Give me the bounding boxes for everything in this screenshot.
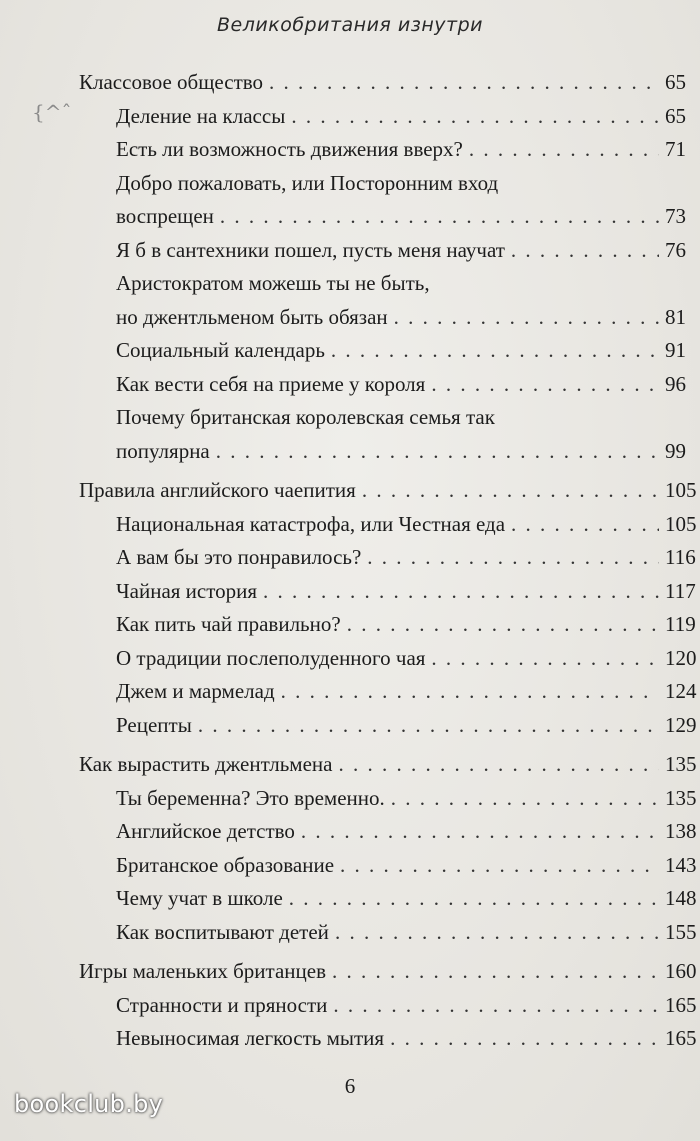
toc-section-heading [0,474,700,508]
leader-dots [198,709,659,743]
watermark: bookclub.by [14,1090,164,1118]
toc-entry [0,267,700,334]
toc-entry-title: Есть ли возможность движения вверх? [116,137,463,161]
toc-entry [0,815,700,849]
toc-entry [0,368,700,402]
leader-dots [335,916,659,950]
toc-page-number: 65 [665,70,686,94]
toc-entry-line: Добро пожаловать, или Посторонним вход [116,170,499,195]
toc-entry-title: Ты беременна? Это временно. [116,785,385,810]
toc-entry-title: А вам бы это понравилось? [116,545,362,569]
toc-entry [0,782,700,816]
toc-entry-row [0,301,700,335]
toc-section-heading [0,748,700,782]
toc-entry [0,541,700,575]
toc-entry-row [0,989,700,1023]
toc-entry-row [0,541,700,575]
leader-dots [216,435,659,469]
toc-entry-title: Английское детство [116,819,295,843]
leader-dots [340,849,659,883]
toc-entry [0,575,700,609]
toc-entry-title: Чему учат в школе [116,886,283,910]
toc-page-number: 120 [665,645,697,670]
toc-entry [0,167,700,234]
stray-pencil-mark: {^ˆ [32,100,72,124]
toc-entry-row [0,575,700,609]
toc-entry-row [0,234,700,268]
table-of-contents [0,66,700,1062]
toc-page-number: 160 [665,959,697,983]
toc-entry-row [0,642,700,676]
toc-entry-title: Как пить чай правильно? [116,612,341,636]
toc-entry-row [0,133,700,167]
toc-entry-row [0,782,700,816]
toc-entry-row [0,815,700,849]
toc-entry [0,133,700,167]
toc-page-number: 81 [665,304,686,329]
toc-section [0,474,700,742]
toc-entry-title: воспрещен [116,204,214,228]
toc-entry [0,508,700,542]
toc-page-number: 148 [665,886,697,910]
toc-entry-title: Странности и пряности [116,992,328,1017]
toc-page-number: 91 [665,338,686,362]
toc-page-number: 71 [665,137,686,161]
toc-page-number: 155 [665,919,697,944]
leader-dots [301,815,659,849]
toc-page-number: 165 [665,992,697,1017]
page-number: 6 [344,1074,356,1098]
toc-page-number: 129 [665,712,697,737]
toc-entry [0,709,700,743]
toc-entry-row [0,608,700,642]
toc-entry-row [0,200,700,234]
toc-page-number: 124 [665,679,697,703]
toc-entry [0,989,700,1023]
leader-dots [220,200,659,234]
toc-entry-title: О традиции послеполуденного чая [116,645,426,670]
leader-dots [333,989,659,1023]
toc-entry-row [0,882,700,916]
toc-section [0,748,700,949]
leader-dots [332,955,659,989]
toc-page-number: 105 [665,511,697,536]
toc-page-number: 116 [665,545,696,569]
leader-dots [331,334,659,368]
leader-dots [390,1022,659,1056]
toc-entry-title: Британское образование [116,852,335,877]
toc-entry [0,234,700,268]
toc-page-number: 119 [665,612,696,636]
toc-entry-title: Невыносимая легкость мытия [116,1026,385,1050]
toc-entry [0,849,700,883]
leader-dots [469,133,659,167]
toc-page-number: 73 [665,204,686,228]
toc-page-number: 117 [665,578,696,603]
leader-dots [269,66,659,100]
toc-entry-title: Социальный календарь [116,338,325,362]
leader-dots [362,474,659,508]
toc-section-heading [0,66,700,100]
toc-page-number: 99 [665,438,686,463]
toc-entry [0,1022,700,1056]
toc-page-number: 65 [665,103,686,128]
leader-dots [391,782,659,816]
toc-entry-row [0,1022,700,1056]
leader-dots [431,368,659,402]
leader-dots [367,541,659,575]
toc-entry-title: Я б в сантехники пошел, пусть меня научат [116,237,505,262]
toc-entry-row [0,675,700,709]
leader-dots [511,508,659,542]
toc-section-title: Как вырастить джентльмена [79,752,333,776]
toc-entry [0,642,700,676]
leader-dots [511,234,659,268]
toc-page-number: 138 [665,819,697,843]
toc-entry-title: Чайная история [116,578,258,603]
leader-dots [263,575,659,609]
toc-entry-row [0,709,700,743]
toc-entry-row [0,100,700,134]
toc-entry-row [0,916,700,950]
toc-entry [0,675,700,709]
toc-entry [0,401,700,468]
toc-entry-title: популярна [116,438,210,463]
toc-entry [0,100,700,134]
running-head: Великобритания изнутри [217,14,483,36]
toc-section-title: Правила английского чаепития [79,478,356,502]
toc-entry-line: Аристократом можешь ты не быть, [116,271,430,295]
toc-page-number: 143 [665,852,697,877]
toc-entry-row [0,508,700,542]
toc-entry-line: Почему британская королевская семья так [116,405,495,429]
toc-entry [0,608,700,642]
leader-dots [281,675,659,709]
leader-dots [291,100,659,134]
toc-entry-row [0,368,700,402]
toc-entry-row [0,435,700,469]
toc-page-number: 96 [665,371,686,396]
toc-entry-title: Джем и мармелад [116,679,275,703]
toc-entry-title: но джентльменом быть обязан [116,304,388,329]
toc-section-title: Классовое общество [79,70,264,94]
leader-dots [431,642,659,676]
toc-section-title: Игры маленьких британцев [79,959,326,983]
toc-section-heading [0,955,700,989]
toc-entry-title: Национальная катастрофа, или Честная еда [116,511,506,536]
toc-page-number: 135 [665,752,697,776]
toc-page-number: 76 [665,237,686,262]
toc-page-number: 105 [665,478,697,502]
toc-entry-row [0,334,700,368]
leader-dots [289,882,659,916]
toc-section [0,66,700,468]
leader-dots [394,301,659,335]
toc-entry-title: Рецепты [116,712,192,737]
leader-dots [338,748,659,782]
leader-dots [347,608,659,642]
toc-entry-title: Как вести себя на приеме у короля [116,371,426,396]
toc-entry [0,334,700,368]
toc-section [0,955,700,1056]
toc-entry-title: Деление на классы [116,103,286,128]
toc-entry-title: Как воспитывают детей [116,919,329,944]
toc-page-number: 135 [665,785,697,810]
toc-entry-row [0,849,700,883]
toc-entry [0,882,700,916]
toc-page-number: 165 [665,1026,697,1050]
toc-entry [0,916,700,950]
